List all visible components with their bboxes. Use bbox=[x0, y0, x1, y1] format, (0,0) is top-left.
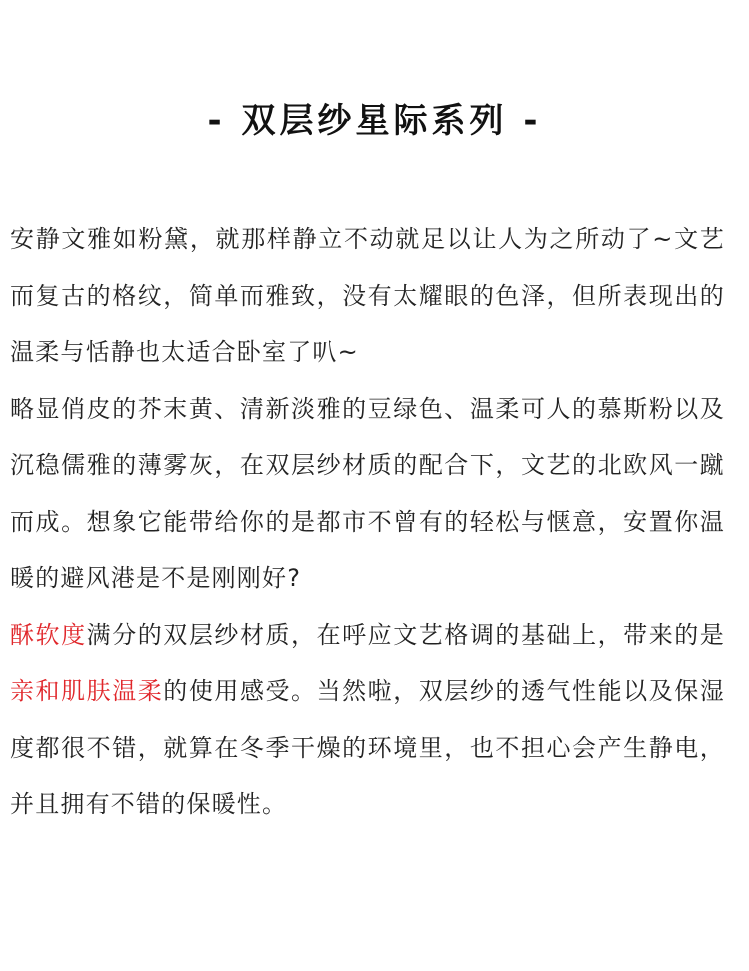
highlight-softness: 酥软度 bbox=[10, 620, 87, 649]
paragraph-material bbox=[10, 607, 725, 833]
paragraph-colors: 略显俏皮的芥末黄、清新淡雅的豆绿色、温柔可人的慕斯粉以及沉稳儒雅的薄雾灰，在双层纱材质的配合下，文艺的北欧风一蹴而成。想象它能带给你的是都市不曾有的轻松与惬意，安置你温暖的避风港是不是刚刚好? bbox=[10, 394, 725, 592]
page-title: - 双层纱星际系列 - bbox=[207, 101, 542, 141]
paragraph-material-text-1: 满分的双层纱材质，在呼应文艺格调的基础上，带来的是 bbox=[86, 620, 726, 649]
paragraph-intro: 安静文雅如粉黛，就那样静立不动就足以让人为之所动了~文艺而复古的格纹，简单而雅致，没有太耀眼的色泽，但所表现出的温柔与恬静也太适合卧室了叭~ bbox=[10, 225, 725, 366]
description-body bbox=[10, 211, 725, 833]
paragraph-material-text-2: 的使用感受。当然啦，双层纱的透气性能以及保湿度都很不错，就算在冬季干燥的环境里，也不担心会产生静电，并且拥有不错的保暖性。 bbox=[10, 677, 725, 818]
highlight-skin-friendly: 亲和肌肤温柔 bbox=[10, 677, 164, 705]
